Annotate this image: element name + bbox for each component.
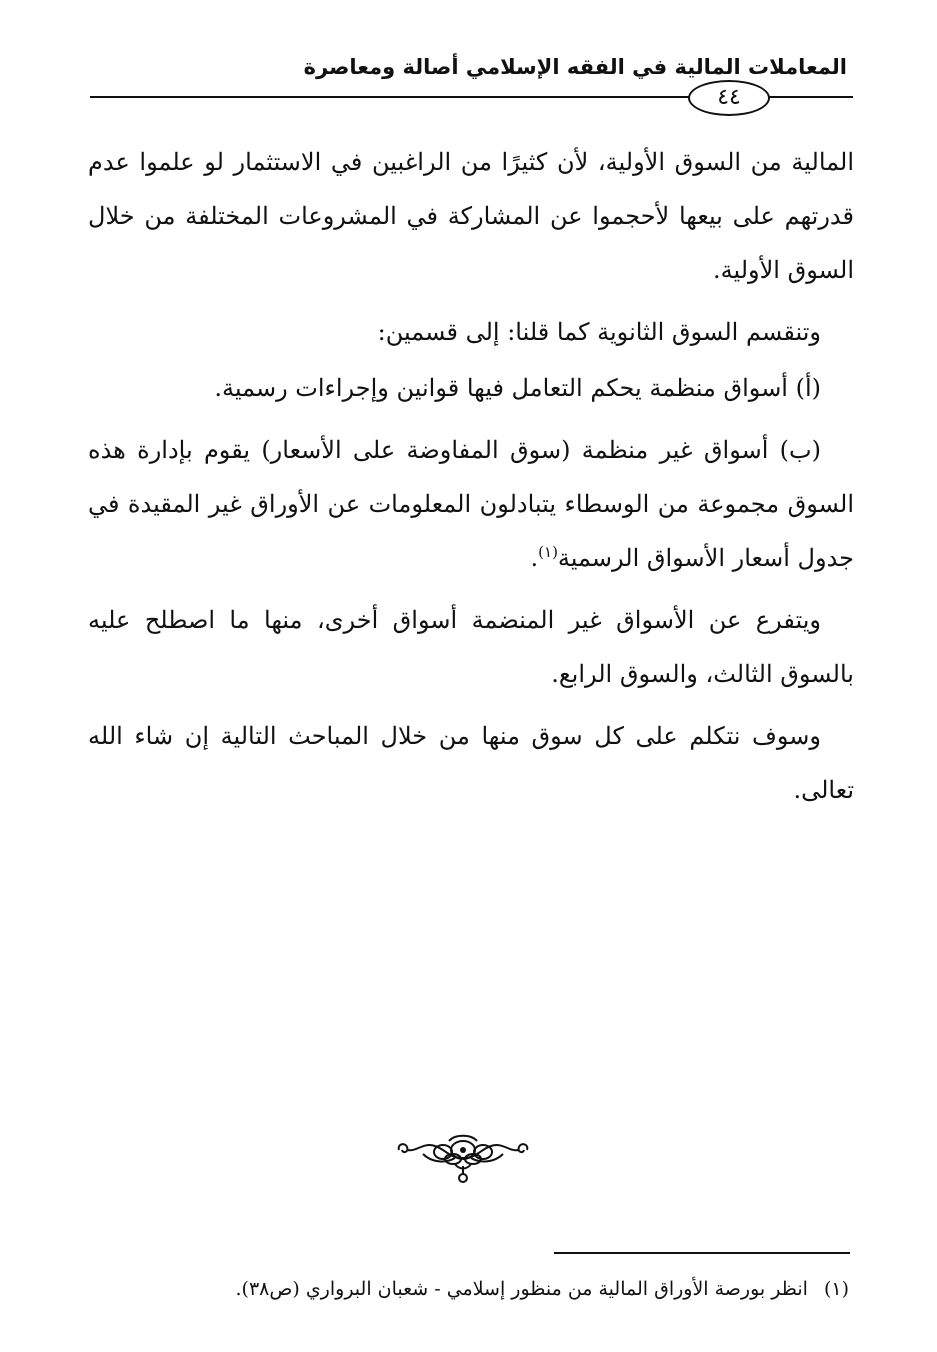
running-header-title: المعاملات المالية في الفقه الإسلامي أصالة ومعاصرة [303, 55, 847, 79]
paragraph-4-text: (ب) أسواق غير منظمة (سوق المفاوضة على الأسعار) يقوم بإدارة هذه السوق مجموعة من الوسطاء يتبادلون المعلومات عن الأوراق غير المقيدة في جدول أسعار الأسواق الرسمية [88, 436, 854, 572]
footnote [149, 1274, 849, 1304]
paragraph-6: وسوف نتكلم على كل سوق منها من خلال المباحث التالية إن شاء الله تعالى. [88, 722, 854, 804]
paragraph-3: (أ) أسواق منظمة يحكم التعامل فيها قوانين وإجراءات رسمية. [214, 374, 821, 402]
paragraph-2: وتنقسم السوق الثانوية كما قلنا: إلى قسمين: [377, 318, 821, 346]
paragraph-5: ويتفرع عن الأسواق غير المنضمة أسواق أخرى، منها ما اصطلح عليه بالسوق الثالث، والسوق الرابع. [88, 606, 854, 688]
paragraph-1: المالية من السوق الأولية، لأن كثيرًا من الراغبين في الاستثمار لو علموا عدم قدرتهم على بيعها لأحجموا عن المشاركة في المشروعات المختلفة من خلال السوق الأولية. [88, 148, 854, 284]
decorative-knot-ornament-icon [393, 1128, 533, 1186]
footnote-rule [554, 1252, 850, 1254]
paragraph-4-end: . [530, 544, 539, 572]
footnote-marker: (١) [823, 1278, 849, 1300]
footnote-reference[interactable]: (١) [538, 543, 558, 561]
body-text [88, 135, 854, 825]
page-number: ٤٤ [717, 85, 741, 110]
page-number-badge [688, 80, 770, 116]
footnote-text: انظر بورصة الأوراق المالية من منظور إسلامي - شعبان البرواري (ص٣٨). [235, 1278, 808, 1300]
paragraph-4 [88, 423, 854, 585]
